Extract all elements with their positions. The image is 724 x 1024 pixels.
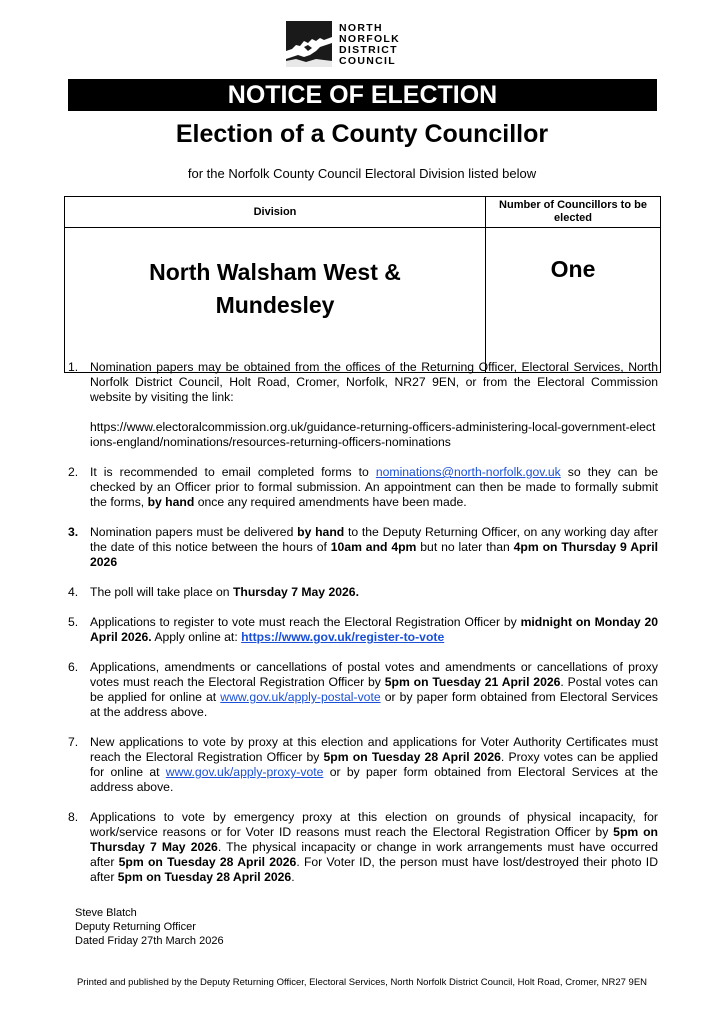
list-item: 5. Applications to register to vote must reach the Electoral Registration Officer by midnight on Monday 20 April 2026. Apply online at: https://www.gov.uk/register-to-vote [68,615,658,644]
number-header: Number of Councillors to be elected [486,197,661,228]
list-item: 6. Applications, amendments or cancellations of postal votes and amendments or cancellations of proxy votes must reach the Electoral Registration Officer by 5pm on Tuesday 21 April 2026. Postal votes can be applied for online at www.gov.uk/apply-postal-vote or by paper form obtained from Electoral Services at the address above. [68,660,658,719]
page-subtitle: for the Norfolk County Council Electoral Division listed below [187,166,537,181]
page-title: Election of a County Councillor [175,120,549,148]
register-to-vote-link[interactable]: https://www.gov.uk/register-to-vote [241,630,445,644]
council-coastline-logo-icon [286,21,332,67]
division-table [64,196,661,373]
signatory-name: Steve Blatch [75,907,137,919]
council-logo [286,21,426,71]
list-item: 3. Nomination papers must be delivered by hand to the Deputy Returning Officer, on any working day after the date of this notice between the hours of 10am and 4pm but no later than 4pm on Thursday 9 April 2026 [68,525,659,569]
notice-date: Dated Friday 27th March 2026 [75,935,224,947]
division-header: Division [65,197,486,228]
list-item: 8. Applications to vote by emergency proxy at this election on grounds of physical incapacity, for work/service reasons or for Voter ID reasons must reach the Electoral Registration Officer by 5pm on Thursday 7 May 2026. The physical incapacity or change in work arrangements must have occurred after 5pm on Tuesday 28 April 2026. For Voter ID, the person must have lost/destroyed their photo ID after 5pm on Tuesday 28 April 2026. [68,810,658,884]
proxy-vote-link[interactable]: www.gov.uk/apply-proxy-vote [165,765,324,779]
imprint-footer: Printed and published by the Deputy Returning Officer, Electoral Services, North Norfolk District Council, Holt Road, Cromer, NR27 9EN [76,977,648,988]
councillor-count: One [486,228,661,373]
postal-vote-link[interactable]: www.gov.uk/apply-postal-vote [220,690,381,704]
notice-items [68,360,658,900]
signature-block [75,906,224,948]
signatory-role: Deputy Returning Officer [75,921,196,933]
list-item: 7. New applications to vote by proxy at this election and applications for Voter Authority Certificates must reach the Electoral Registration Officer by 5pm on Tuesday 28 April 2026. Proxy votes can be applied for online at www.gov.uk/apply-proxy-vote or by paper form obtained from Electoral Services at the address above. [68,735,658,794]
list-item: 4. The poll will take place on Thursday 7 May 2026. [68,585,359,599]
division-name: North Walsham West & Mundesley [65,228,486,373]
council-name: NORTH NORFOLK DISTRICT COUNCIL [339,22,401,67]
nominations-email-link[interactable]: nominations@north-norfolk.gov.uk [375,465,561,479]
notice-banner: NOTICE OF ELECTION [68,79,657,111]
list-item: 2. It is recommended to email completed forms to nominations@north-norfolk.gov.uk so they can be checked by an Officer prior to formal submission. An appointment can then be made to formally submit the forms, by hand once any required amendments have been made. [68,465,658,509]
list-item: 1. Nomination papers may be obtained from the offices of the Returning Officer, Electoral Services, North Norfolk District Council, Holt Road, Cromer, Norfolk, NR27 9EN, or from the Electoral Commission website by visiting the link: https://www.electoralcommission.org.uk/guidance-returning-officers-administering-local-government-elections-england/nominations/resources-returning-officers-nominations [68,360,658,449]
commission-url[interactable]: https://www.electoralcommission.org.uk/guidance-returning-officers-administering-local-government-elections-england/nominations/resources-returning-officers-nominations [90,420,656,449]
